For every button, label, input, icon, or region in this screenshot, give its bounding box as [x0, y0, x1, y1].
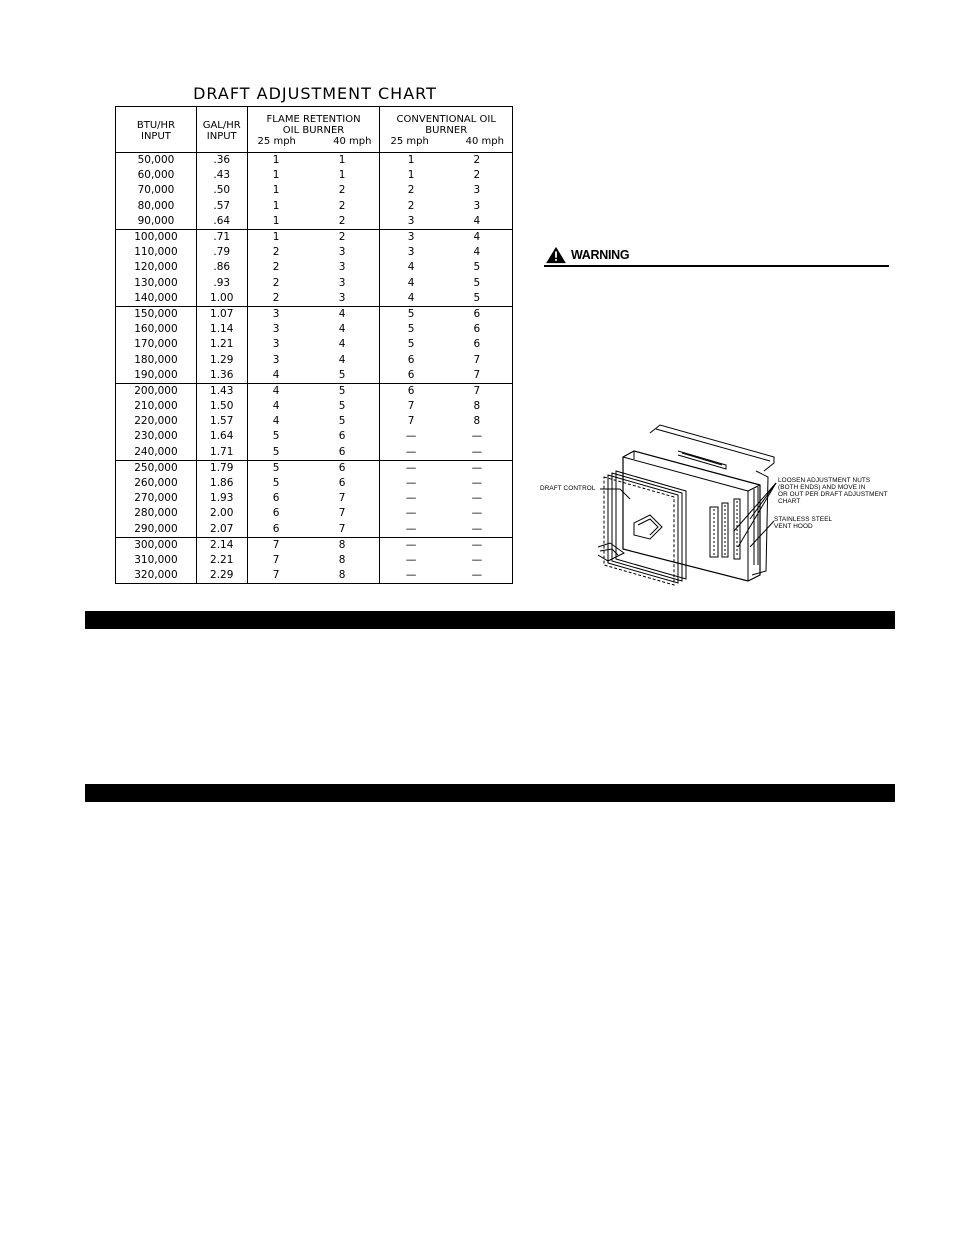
table-cell-fr40: 5 [305, 383, 380, 399]
table-cell-btu: 130,000 [116, 276, 197, 291]
table-row [116, 522, 513, 538]
table-cell-cv25: 1 [407, 169, 415, 182]
header-conventional: CONVENTIONAL OIL BURNER 25 mph 40 mph [390, 114, 504, 147]
table-row [116, 260, 513, 275]
table-cell-fr25: 7 [272, 569, 280, 582]
table-cell-gal: 2.14 [196, 537, 247, 553]
table-cell-cv25: 3 [380, 229, 442, 245]
table-cell-fr40: 2 [305, 183, 380, 198]
table-cell-fr25: 5 [272, 477, 280, 490]
table-cell-cv40: 2 [473, 169, 481, 182]
table-row [116, 183, 513, 198]
table-cell-cv25: 2 [407, 184, 415, 197]
table-cell-fr25: 7 [247, 537, 305, 553]
table-cell-btu: 310,000 [116, 553, 197, 568]
table-cell-cv25: 3 [407, 214, 415, 227]
table-cell-cv40: 4 [442, 229, 513, 245]
table-cell-gal: 2.07 [196, 522, 247, 538]
table-row [116, 199, 513, 214]
table-cell-gal: .86 [196, 260, 247, 275]
table-cell-fr40: 7 [305, 506, 380, 521]
warning-triangle-icon [544, 246, 568, 264]
table-cell-gal: 1.14 [196, 322, 247, 337]
table-row [116, 229, 513, 245]
table-cell-fr40: 8 [305, 568, 380, 584]
table-cell-fr25: 5 [247, 460, 305, 476]
table-cell-cv25: 6 [380, 383, 442, 399]
table-cell-btu: 290,000 [116, 522, 197, 538]
draft-adjustment-table [115, 106, 513, 584]
section-header-bar [85, 611, 895, 629]
table-cell-gal: .71 [196, 229, 247, 245]
table-cell-cv25: 5 [407, 323, 415, 336]
table-cell-fr25: 5 [272, 430, 280, 443]
table-cell-fr40: 4 [305, 322, 380, 337]
table-row [116, 383, 513, 399]
table-cell-fr25: 2 [272, 261, 280, 274]
table-cell-cv40: — [471, 522, 483, 535]
table-cell-fr40: 7 [305, 522, 380, 538]
table-cell-gal: 1.21 [196, 337, 247, 352]
table-cell-cv25: — [380, 537, 442, 553]
table-cell-btu: 70,000 [116, 183, 197, 198]
table-cell-cv25: — [405, 522, 417, 535]
table-cell-cv25: — [405, 430, 417, 443]
table-row [116, 491, 513, 506]
table-cell-cv25: — [380, 460, 442, 476]
table-row [116, 168, 513, 183]
table-cell-fr25: 3 [272, 338, 280, 351]
table-row [116, 553, 513, 568]
table-cell-gal: 1.36 [196, 368, 247, 384]
table-row [116, 352, 513, 367]
table-cell-btu: 240,000 [116, 445, 197, 461]
table-cell-btu: 180,000 [116, 352, 197, 367]
table-cell-btu: 150,000 [116, 306, 197, 322]
table-cell-btu: 120,000 [116, 260, 197, 275]
table-cell-cv25: 6 [407, 353, 415, 366]
table-cell-fr40: 3 [305, 245, 380, 260]
table-cell-btu: 110,000 [116, 245, 197, 260]
table-cell-btu: 50,000 [116, 153, 197, 169]
table-cell-btu: 60,000 [116, 168, 197, 183]
table-cell-cv25: — [405, 507, 417, 520]
table-cell-cv40: — [471, 492, 483, 505]
table-cell-fr40: 3 [305, 260, 380, 275]
table-cell-cv25: 4 [407, 291, 415, 304]
table-cell-fr25: 3 [272, 353, 280, 366]
table-cell-gal: 1.50 [196, 399, 247, 414]
table-cell-btu: 270,000 [116, 491, 197, 506]
table-cell-fr25: 1 [272, 169, 280, 182]
label-vent-hood: STAINLESS STEEL VENT HOOD [774, 516, 833, 530]
table-cell-gal: .79 [196, 245, 247, 260]
table-cell-fr25: 3 [247, 306, 305, 322]
header-btu: BTU/HR INPUT [116, 107, 197, 153]
table-cell-gal: .50 [196, 183, 247, 198]
table-cell-cv40: 2 [473, 154, 481, 167]
table-cell-fr25: 1 [272, 154, 280, 167]
table-cell-btu: 220,000 [116, 414, 197, 429]
table-cell-gal: 1.64 [196, 429, 247, 444]
draft-control-illustration [538, 415, 902, 590]
table-row [116, 214, 513, 230]
table-cell-cv40: 7 [473, 353, 481, 366]
table-cell-cv40: 5 [473, 261, 481, 274]
table-cell-cv25: 6 [407, 368, 415, 381]
table-cell-fr25: 4 [272, 368, 280, 381]
table-cell-cv40: — [442, 460, 513, 476]
table-cell-fr40: 4 [305, 306, 380, 322]
table-cell-btu: 280,000 [116, 506, 197, 521]
table-cell-fr40: 2 [305, 214, 380, 230]
table-row [116, 337, 513, 352]
table-cell-gal: 1.71 [196, 445, 247, 461]
table-cell-cv40: 6 [473, 338, 481, 351]
table-cell-gal: 2.29 [196, 568, 247, 584]
table-cell-gal: 1.43 [196, 383, 247, 399]
table-cell-fr40: 4 [305, 352, 380, 367]
table-cell-gal: 1.07 [196, 306, 247, 322]
table-row [116, 368, 513, 384]
table-cell-btu: 170,000 [116, 337, 197, 352]
table-cell-btu: 90,000 [116, 214, 197, 230]
table-cell-fr40: 6 [305, 476, 380, 491]
table-cell-cv25: 5 [380, 306, 442, 322]
table-cell-gal: 1.79 [196, 460, 247, 476]
table-cell-gal: 1.57 [196, 414, 247, 429]
table-cell-fr40: 2 [305, 199, 380, 214]
table-cell-gal: 2.21 [196, 553, 247, 568]
table-row [116, 414, 513, 429]
table-cell-cv40: — [471, 507, 483, 520]
table-cell-btu: 320,000 [116, 568, 197, 584]
table-cell-cv25: — [405, 569, 417, 582]
warning-label: WARNING [571, 247, 630, 262]
table-cell-gal: 1.00 [196, 291, 247, 307]
table-cell-btu: 140,000 [116, 291, 197, 307]
table-cell-fr25: 2 [272, 276, 280, 289]
table-cell-fr40: 4 [305, 337, 380, 352]
table-cell-fr25: 4 [272, 415, 280, 428]
table-cell-btu: 190,000 [116, 368, 197, 384]
table-cell-btu: 260,000 [116, 476, 197, 491]
table-cell-fr25: 1 [272, 184, 280, 197]
table-row [116, 506, 513, 521]
table-cell-cv40: — [442, 537, 513, 553]
table-row [116, 276, 513, 291]
table-cell-fr25: 2 [272, 291, 280, 304]
table-cell-gal: 2.00 [196, 506, 247, 521]
table-cell-fr40: 3 [305, 291, 380, 307]
table-cell-btu: 100,000 [116, 229, 197, 245]
table-cell-cv40: 7 [442, 383, 513, 399]
table-row [116, 291, 513, 307]
table-cell-cv25: 5 [407, 338, 415, 351]
table-cell-fr40: 6 [305, 460, 380, 476]
table-cell-cv40: 7 [473, 368, 481, 381]
section-header-bar [85, 784, 895, 802]
table-row [116, 568, 513, 584]
table-cell-cv40: 6 [442, 306, 513, 322]
table-cell-fr25: 1 [272, 199, 280, 212]
table-cell-btu: 80,000 [116, 199, 197, 214]
table-cell-fr25: 4 [272, 400, 280, 413]
table-cell-cv25: — [405, 492, 417, 505]
table-cell-cv40: 3 [473, 184, 481, 197]
table-cell-fr40: 6 [305, 445, 380, 461]
table-cell-cv25: 4 [407, 276, 415, 289]
table-row [116, 153, 513, 169]
table-cell-cv40: — [471, 569, 483, 582]
table-cell-gal: .43 [196, 168, 247, 183]
table-cell-cv40: — [471, 430, 483, 443]
table-cell-btu: 300,000 [116, 537, 197, 553]
table-cell-fr25: 6 [272, 507, 280, 520]
table-cell-gal: .36 [196, 153, 247, 169]
table-cell-cv40: 4 [473, 214, 481, 227]
table-cell-gal: 1.93 [196, 491, 247, 506]
table-cell-btu: 200,000 [116, 383, 197, 399]
table-cell-fr40: 5 [305, 368, 380, 384]
table-cell-fr40: 2 [305, 229, 380, 245]
header-flame-retention: FLAME RETENTION OIL BURNER 25 mph 40 mph [247, 107, 380, 153]
table-row [116, 460, 513, 476]
table-row [116, 537, 513, 553]
table-cell-fr40: 1 [305, 168, 380, 183]
table-cell-fr40: 5 [305, 414, 380, 429]
table-row [116, 322, 513, 337]
table-cell-gal: .64 [196, 214, 247, 230]
table-cell-cv40: — [471, 477, 483, 490]
table-cell-fr25: 7 [272, 553, 280, 566]
table-row [116, 445, 513, 461]
table-cell-gal: 1.29 [196, 352, 247, 367]
table-cell-fr40: 8 [305, 537, 380, 553]
table-cell-btu: 230,000 [116, 429, 197, 444]
table-cell-btu: 210,000 [116, 399, 197, 414]
chart-title: DRAFT ADJUSTMENT CHART [193, 84, 437, 103]
table-cell-fr25: 2 [272, 246, 280, 259]
table-cell-fr25: 4 [247, 383, 305, 399]
table-cell-cv40: 3 [473, 199, 481, 212]
table-cell-cv25: — [405, 553, 417, 566]
table-cell-cv40: 8 [473, 415, 481, 428]
table-cell-btu: 160,000 [116, 322, 197, 337]
table-cell-fr40: 8 [305, 553, 380, 568]
table-cell-cv40: — [471, 553, 483, 566]
table-cell-fr40: 3 [305, 276, 380, 291]
table-cell-fr40: 5 [305, 399, 380, 414]
table-cell-gal: .93 [196, 276, 247, 291]
table-cell-fr40: 1 [305, 153, 380, 169]
table-cell-cv40: — [471, 445, 483, 458]
table-cell-cv40: 5 [473, 291, 481, 304]
table-cell-cv25: 7 [407, 415, 415, 428]
warning-heading [544, 244, 889, 267]
label-loosen-nuts: LOOSEN ADJUSTMENT NUTS (BOTH ENDS) AND MOVE IN OR OUT PER DRAFT ADJUSTMENT CHART [778, 477, 888, 505]
table-cell-fr25: 3 [272, 323, 280, 336]
table-cell-cv25: 1 [407, 154, 415, 167]
table-row [116, 399, 513, 414]
label-draft-control: DRAFT CONTROL [540, 485, 596, 492]
table-cell-fr25: 6 [272, 492, 280, 505]
table-cell-fr40: 7 [305, 491, 380, 506]
table-cell-cv25: 3 [407, 246, 415, 259]
table-cell-fr40: 6 [305, 429, 380, 444]
table-cell-fr25: 1 [247, 229, 305, 245]
table-row [116, 429, 513, 444]
table-cell-fr25: 6 [272, 522, 280, 535]
table-row [116, 245, 513, 260]
table-cell-btu: 250,000 [116, 460, 197, 476]
table-cell-fr25: 1 [272, 214, 280, 227]
table-cell-cv40: 5 [473, 276, 481, 289]
table-cell-cv40: 4 [473, 246, 481, 259]
table-cell-cv25: — [405, 445, 417, 458]
table-cell-cv40: 6 [473, 323, 481, 336]
table-row [116, 476, 513, 491]
header-gal: GAL/HR INPUT [196, 107, 247, 153]
table-cell-cv25: 2 [407, 199, 415, 212]
table-cell-gal: .57 [196, 199, 247, 214]
table-header-row [116, 107, 513, 153]
table-cell-cv25: — [405, 477, 417, 490]
table-cell-cv40: 8 [473, 400, 481, 413]
table-cell-cv25: 4 [407, 261, 415, 274]
table-cell-cv25: 7 [407, 400, 415, 413]
table-row [116, 306, 513, 322]
table-cell-gal: 1.86 [196, 476, 247, 491]
table-cell-fr25: 5 [272, 445, 280, 458]
